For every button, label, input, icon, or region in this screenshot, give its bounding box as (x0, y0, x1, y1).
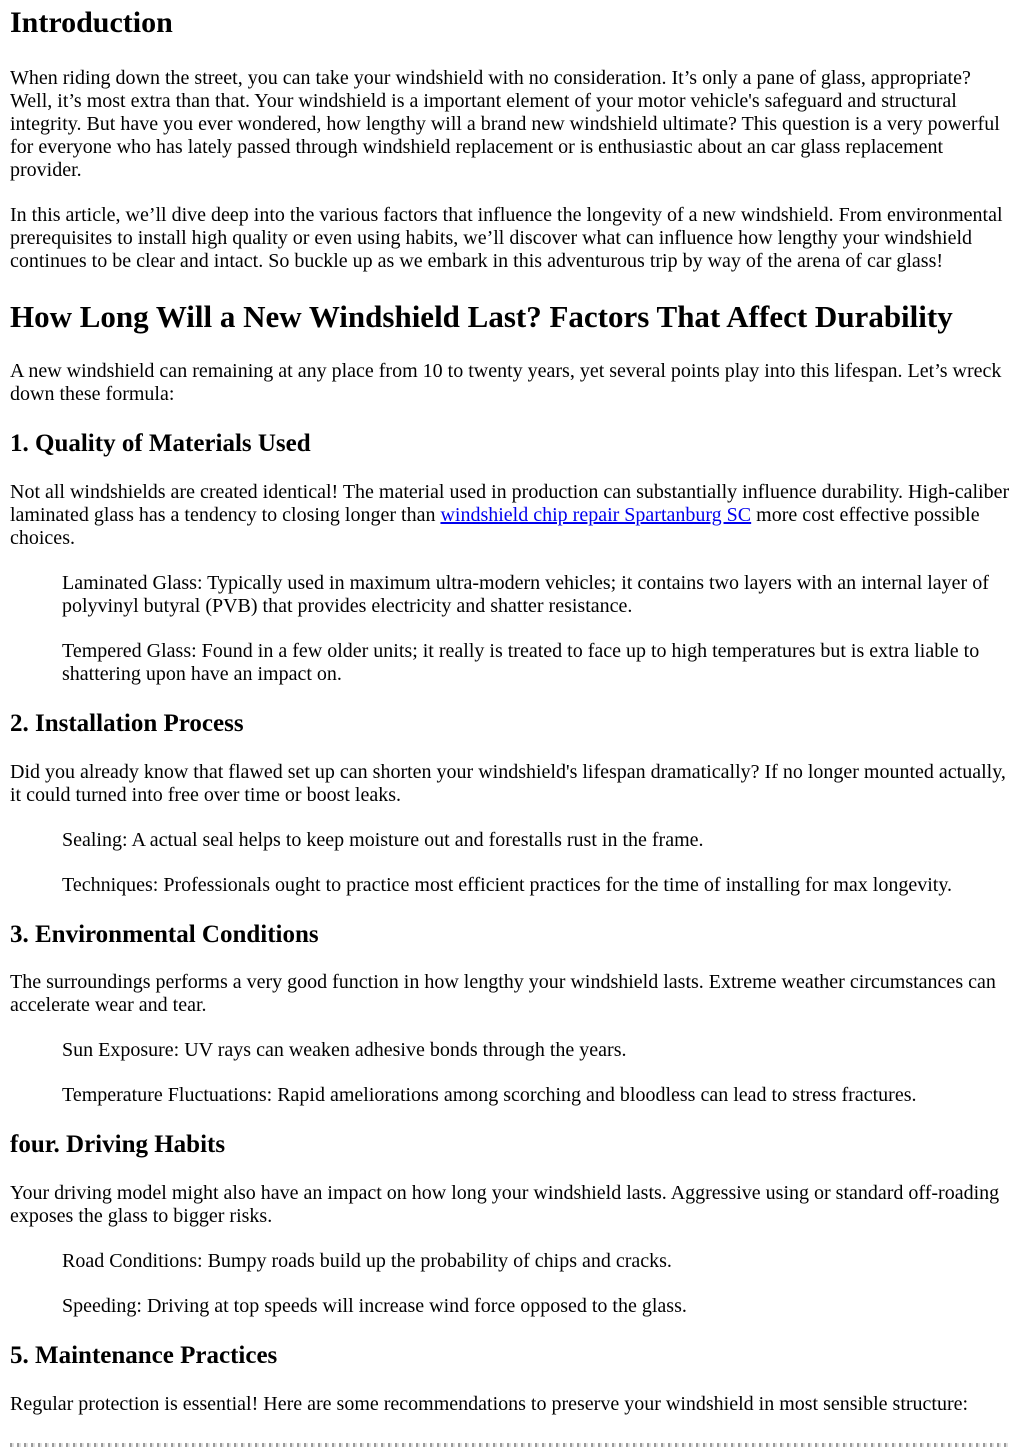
clipped-next-line (10, 1443, 1010, 1447)
section-3-item-temperature-fluctuations: Temperature Fluctuations: Rapid ameliorations among scorching and bloodless can lead to stress fractures. (62, 1084, 917, 1107)
section-4-heading: four. Driving Habits (10, 1131, 226, 1159)
section-1-item-tempered-glass: Tempered Glass: Found in a few older units; it really is treated to face up to high temperatures but is extra liable to shattering upon have an impact on. (62, 639, 980, 685)
section-4-item-road-conditions: Road Conditions: Bumpy roads build up the probability of chips and cracks. (62, 1250, 672, 1273)
intro-paragraph-2: In this article, we’ll dive deep into the various factors that influence the longevity of a new windshield. From environmental prerequisites to install high quality or even using habits, we’ll discover what can influence how lengthy your windshield continues to be clear and intact. So buckle up as we embark in this adventurous trip by way of the arena of car glass! (10, 203, 1003, 272)
section-1-heading: 1. Quality of Materials Used (10, 430, 311, 458)
section-2-item-sealing: Sealing: A actual seal helps to keep moisture out and forestalls rust in the frame. (62, 828, 704, 851)
intro-heading: Introduction (10, 6, 173, 39)
section-5-paragraph: Regular protection is essential! Here are some recommendations to preserve your windshield in most sensible structure: (10, 1392, 969, 1415)
section-3-heading: 3. Environmental Conditions (10, 920, 319, 948)
section-3-item-sun-exposure: Sun Exposure: UV rays can weaken adhesive bonds through the years. (62, 1039, 627, 1062)
windshield-chip-repair-link[interactable]: windshield chip repair Spartanburg SC (440, 503, 752, 526)
section-1-item-laminated-glass: Laminated Glass: Typically used in maximum ultra-modern vehicles; it contains two layers with an internal layer of polyvinyl butyral (PVB) that provides electricity and shatter resistance. (62, 571, 989, 617)
section-3-paragraph: The surroundings performs a very good function in how lengthy your windshield lasts. Extreme weather circumstances can accelerate wear and tear. (10, 971, 996, 1017)
section-2-heading: 2. Installation Process (10, 709, 244, 737)
section-4-item-speeding: Speeding: Driving at top speeds will increase wind force opposed to the glass. (62, 1295, 687, 1318)
section-5-heading: 5. Maintenance Practices (10, 1342, 278, 1370)
section-2-item-techniques: Techniques: Professionals ought to practice most efficient practices for the time of installing for max longevity. (62, 873, 953, 896)
main-heading: How Long Will a New Windshield Last? Factors That Affect Durability (10, 298, 953, 334)
intro-paragraph-1: When riding down the street, you can take your windshield with no consideration. It’s only a pane of glass, appropriate? Well, it’s most extra than that. Your windshield is a important element of your motor vehicle's safeguard and structural integrity. But have you ever wondered, how lengthy will a brand new windshield ultimate? This question is a very powerful for everyone who has lately passed through windshield replacement or is enthusiastic about an car glass replacement provider. (10, 66, 1000, 181)
section-1-text-before-link: Not all windshields are created identical! The material used in production can substantially influence durability. High-caliber laminated glass has a tendency to closing longer than (10, 480, 1010, 526)
section-2-paragraph: Did you already know that flawed set up can shorten your windshield's lifespan dramatically? If no longer mounted actually, it could turned into free over time or boost leaks. (10, 760, 1006, 806)
section-4-paragraph: Your driving model might also have an impact on how long your windshield lasts. Aggressive using or standard off-roading exposes the glass to bigger risks. (10, 1182, 1000, 1228)
section-1-text-after-link: more cost effective possible choices. (10, 503, 980, 549)
section-1-paragraph (10, 481, 1012, 550)
lead-paragraph: A new windshield can remaining at any place from 10 to twenty years, yet several points play into this lifespan. Let’s wreck down these formula: (10, 360, 1002, 406)
